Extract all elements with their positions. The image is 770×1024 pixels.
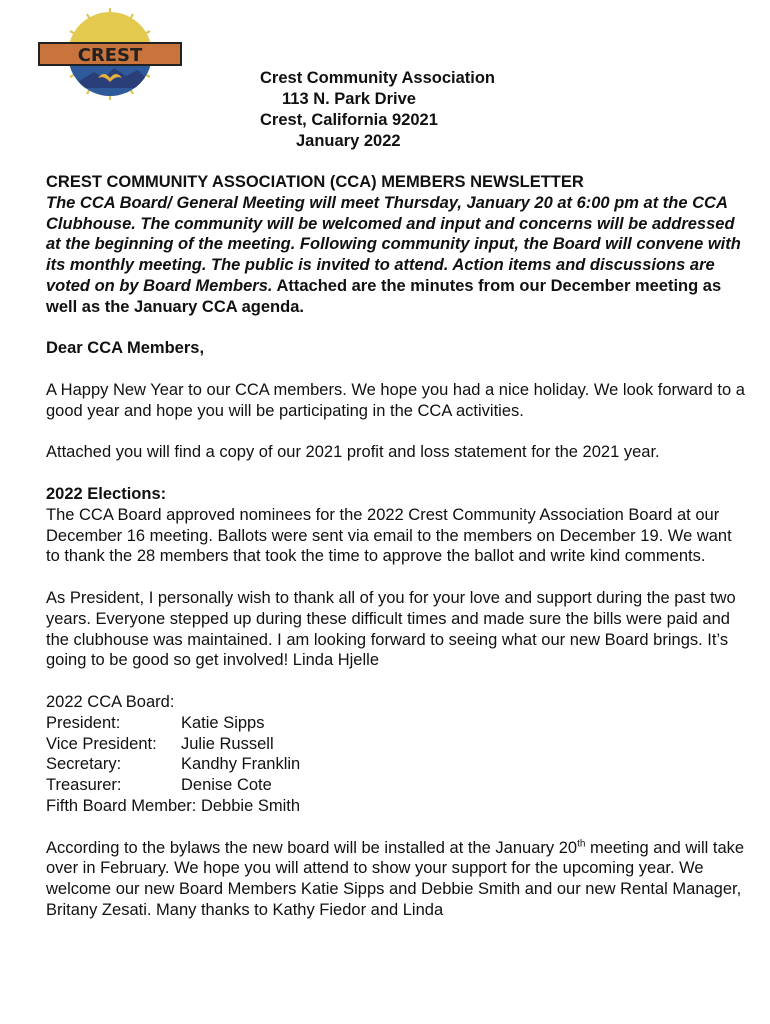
board-role: Secretary: bbox=[46, 755, 122, 774]
paragraph-president: As President, I personally wish to thank all of you for your love and support during the past two years. Everyone stepped up during these difficult times and made sure the bills were paid and the clubhouse was maintained. I am looking forward to seeing what our new Board brings. It’s going to be good so get involved! Linda Hjelle bbox=[46, 588, 736, 670]
ordinal-suffix: th bbox=[577, 838, 586, 849]
board-heading: 2022 CCA Board: bbox=[46, 692, 175, 711]
greeting: Dear CCA Members, bbox=[46, 339, 205, 358]
paragraph-bylaws bbox=[46, 838, 746, 921]
board-member-name: Denise Cote bbox=[181, 776, 272, 795]
paragraph-new-year: A Happy New Year to our CCA members. We hope you had a nice holiday. We look forward to a good year and hope you will be participating in the CCA activities. bbox=[46, 380, 745, 420]
paragraph-elections: The CCA Board approved nominees for the 2022 Crest Community Association Board at our December 16 meeting. Ballots were sent via email to the members on December 19. We want to thank the 28 members that took the time to approve the ballot and write kind comments. bbox=[46, 505, 732, 566]
logo-text: CREST bbox=[77, 45, 143, 66]
date-line: January 2022 bbox=[296, 132, 401, 150]
elections-heading: 2022 Elections: bbox=[46, 484, 167, 503]
board-row bbox=[46, 734, 746, 755]
board-row bbox=[46, 754, 746, 775]
crest-logo bbox=[20, 6, 200, 102]
address-block bbox=[240, 68, 530, 152]
paragraph-profit-loss: Attached you will find a copy of our 2021 profit and loss statement for the 2021 year. bbox=[46, 443, 660, 462]
fifth-board-member: Fifth Board Member: Debbie Smith bbox=[46, 796, 301, 815]
city-line: Crest, California 92021 bbox=[260, 111, 438, 129]
bylaws-text-end: meeting and will take over in February. We hope you will attend to show your support for the upcoming year. We welcome our new Board Members Katie Sipps and Debbie Smith and our new Rental Manager, Britany Zesati. Many thanks to Kathy Fiedor and Linda bbox=[46, 838, 745, 919]
meeting-italic-text: The CCA Board/ General Meeting will meet Thursday, January 20 at 6:00 pm at the CCA Clubhouse. The community will be welcomed and input and concerns will be addressed at the beginning of the meeting. Following community input, the Board will convene with its monthly meeting. The public is invited to attend. Action items and discussions are voted on by Board Members. bbox=[46, 193, 741, 295]
street-address: 113 N. Park Drive bbox=[282, 90, 416, 108]
org-name: Crest Community Association bbox=[260, 69, 496, 87]
board-role: Vice President: bbox=[46, 734, 157, 753]
bylaws-text-start: According to the bylaws the new board will be installed at the January 20 bbox=[46, 838, 578, 857]
newsletter-title: CREST COMMUNITY ASSOCIATION (CCA) MEMBERS NEWSLETTER bbox=[46, 173, 584, 191]
board-role: President: bbox=[46, 713, 121, 732]
meeting-announcement bbox=[46, 193, 746, 318]
board-member-name: Julie Russell bbox=[181, 734, 274, 753]
board-row bbox=[46, 775, 746, 796]
newsletter-body bbox=[46, 172, 746, 921]
board-member-name: Kandhy Franklin bbox=[181, 755, 301, 774]
board-row bbox=[46, 713, 746, 734]
board-role: Treasurer: bbox=[46, 776, 122, 795]
board-member-name: Katie Sipps bbox=[181, 713, 265, 732]
meeting-bold-text: Attached are the minutes from our December meeting as well as the January CCA agenda. bbox=[46, 276, 722, 316]
